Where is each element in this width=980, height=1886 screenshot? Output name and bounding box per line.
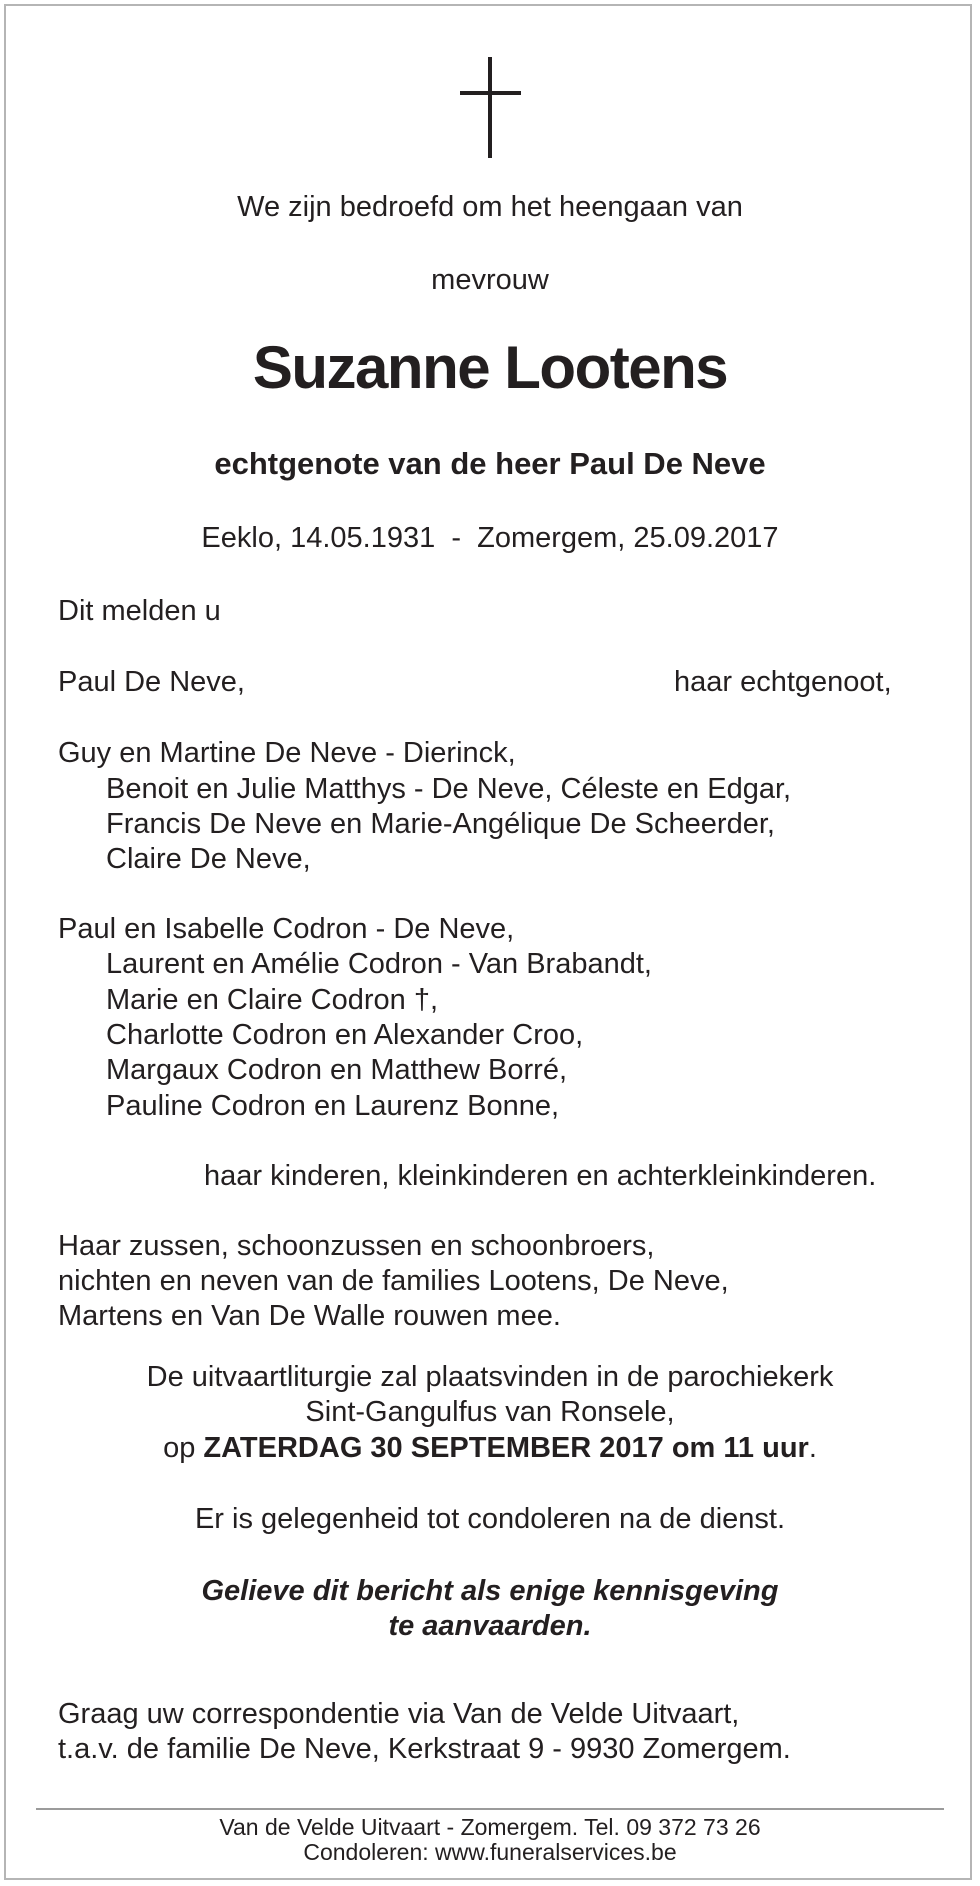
correspondence-line: Graag uw correspondentie via Van de Velde Uitvaart, — [58, 1698, 740, 1730]
funeral-date-suffix: . — [808, 1432, 817, 1464]
footer-contact: Van de Velde Uitvaart - Zomergem. Tel. 09 372 73 26 — [219, 1814, 761, 1840]
family-member: Marie en Claire Codron †, — [106, 984, 439, 1016]
family-head: Paul en Isabelle Codron - De Neve, — [58, 913, 515, 945]
husband-name: Paul De Neve, — [58, 666, 245, 698]
title-text: mevrouw — [431, 264, 549, 296]
family-member: Margaux Codron en Matthew Borré, — [106, 1054, 567, 1086]
relation-summary: haar kinderen, kleinkinderen en achterkleinkinderen. — [204, 1160, 877, 1192]
family-member: Claire De Neve, — [106, 843, 311, 875]
condolence-text: Er is gelegenheid tot condoleren na de dienst. — [194, 1503, 786, 1535]
birth-death-line: Eeklo, 14.05.1931 - Zomergem, 25.09.2017 — [201, 522, 779, 554]
mourners-line: Martens en Van De Walle rouwen mee. — [58, 1300, 561, 1332]
closing-line: Gelieve dit bericht als enige kennisgeving — [201, 1575, 779, 1607]
family-member: Pauline Codron en Laurenz Bonne, — [106, 1090, 560, 1122]
footer-divider — [36, 1808, 944, 1810]
family-head: Guy en Martine De Neve - Dierinck, — [58, 737, 516, 769]
deceased-name: Suzanne Lootens — [252, 334, 728, 401]
spouse-line: echtgenote van de heer Paul De Neve — [214, 446, 766, 481]
intro-text: We zijn bedroefd om het heengaan van — [237, 191, 743, 223]
funeral-date-line — [0, 1430, 980, 1466]
funeral-date: ZATERDAG 30 SEPTEMBER 2017 om 11 uur — [203, 1432, 809, 1464]
funeral-line: Sint-Gangulfus van Ronsele, — [305, 1396, 675, 1428]
footer-condolence-link[interactable]: Condoleren: www.funeralservices.be — [303, 1839, 677, 1865]
mourners-line: Haar zussen, schoonzussen en schoonbroers, — [58, 1230, 655, 1262]
closing-line: te aanvaarden. — [388, 1610, 592, 1642]
mourners-line: nichten en neven van de families Lootens, De Neve, — [58, 1265, 729, 1297]
family-member: Francis De Neve en Marie-Angélique De Scheerder, — [106, 808, 775, 840]
announce-text: Dit melden u — [58, 595, 221, 627]
family-member: Laurent en Amélie Codron - Van Brabandt, — [106, 948, 652, 980]
husband-relation: haar echtgenoot, — [674, 666, 892, 698]
funeral-date-prefix: op — [163, 1432, 204, 1464]
correspondence-line: t.a.v. de familie De Neve, Kerkstraat 9 - 9930 Zomergem. — [58, 1733, 791, 1765]
family-member: Benoit en Julie Matthys - De Neve, Céleste en Edgar, — [106, 773, 792, 805]
funeral-line: De uitvaartliturgie zal plaatsvinden in de parochiekerk — [146, 1361, 834, 1393]
family-member: Charlotte Codron en Alexander Croo, — [106, 1019, 584, 1051]
